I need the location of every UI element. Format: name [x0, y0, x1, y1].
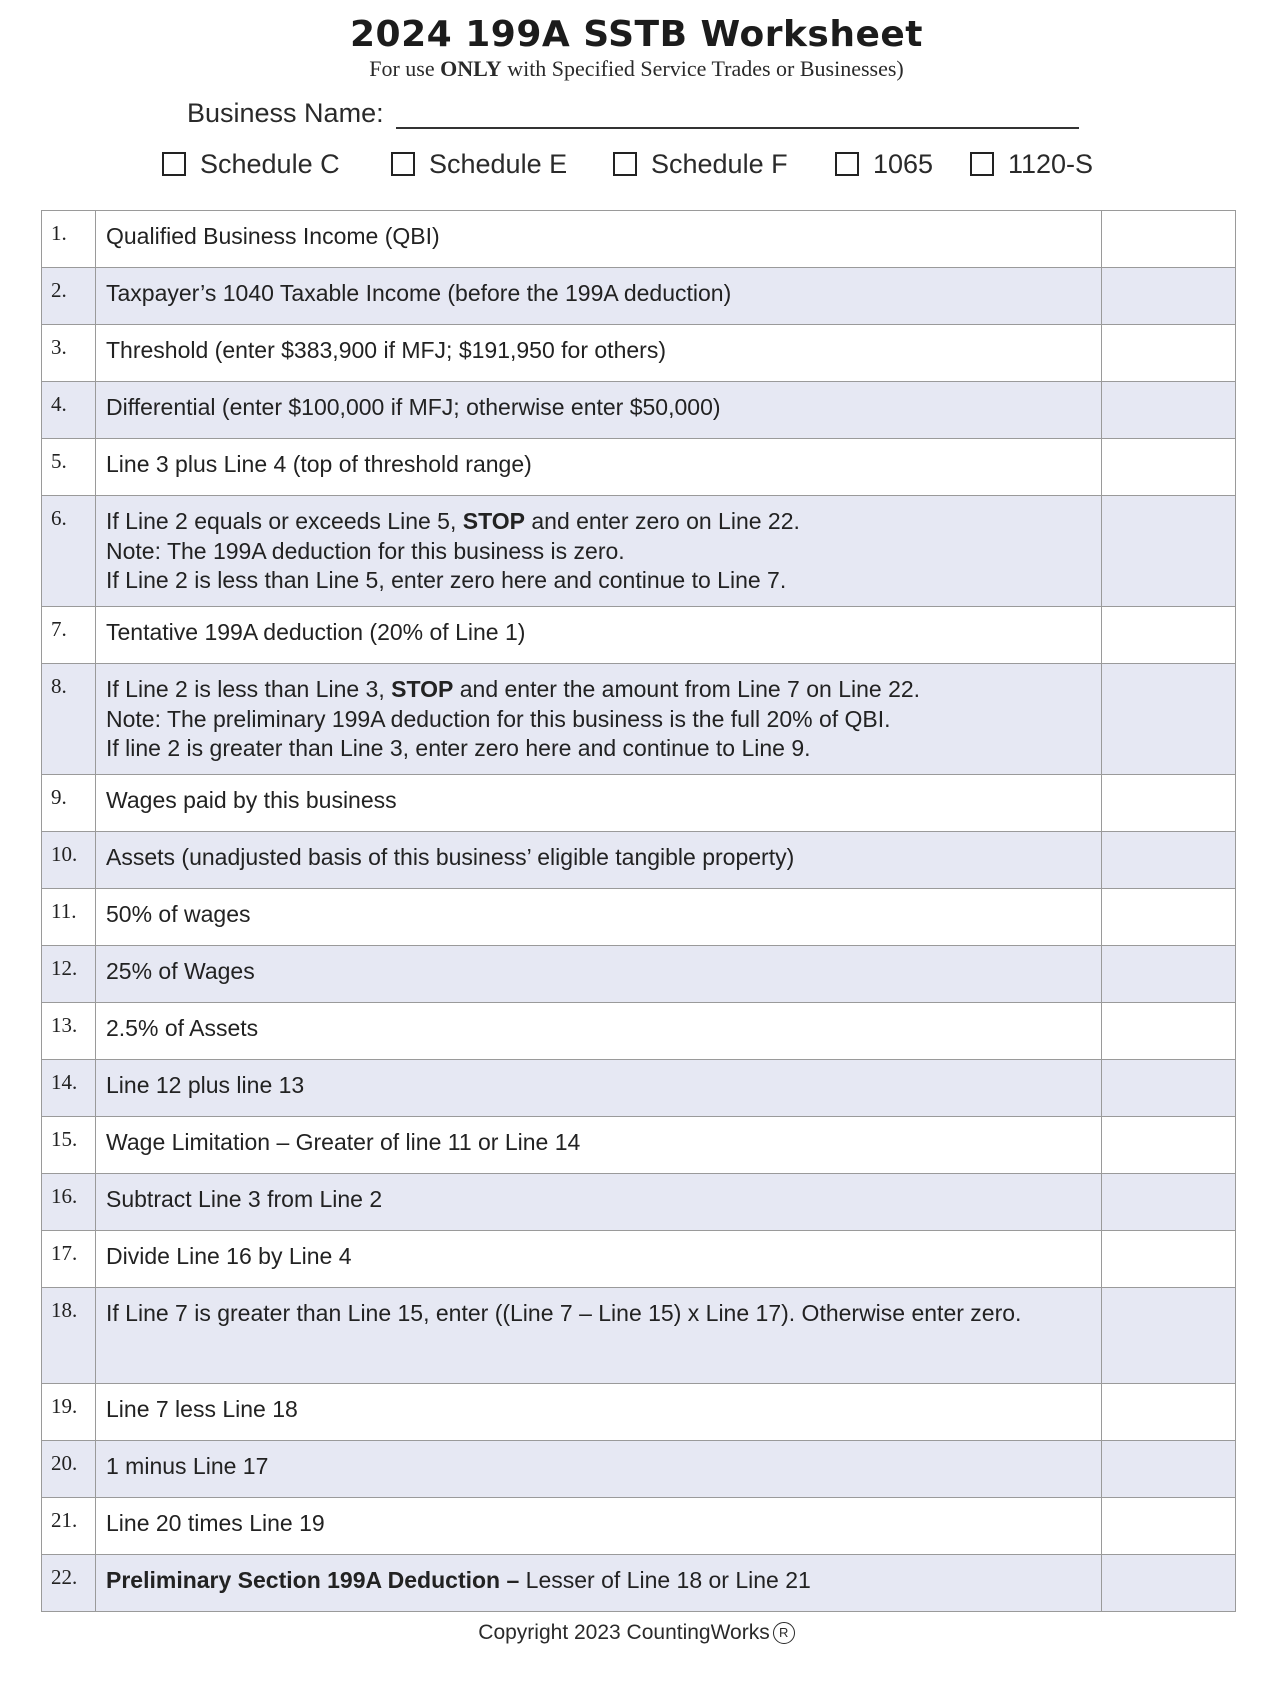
table-row-line-18	[42, 1288, 1236, 1384]
line-text-1: If Line 2 is less than Line 3, STOP and enter the amount from Line 7 on Line 22.	[106, 676, 921, 702]
line-description: Assets (unadjusted basis of this business’ eligible tangible property)	[96, 832, 1102, 889]
line-description: 1 minus Line 17	[96, 1441, 1102, 1498]
registered-trademark-icon: R	[773, 1622, 795, 1644]
amount-field[interactable]	[1102, 889, 1236, 946]
line-number: 2.	[42, 268, 96, 325]
line-number: 18.	[42, 1288, 96, 1384]
line-description: Threshold (enter $383,900 if MFJ; $191,950 for others)	[96, 325, 1102, 382]
line-number: 14.	[42, 1060, 96, 1117]
table-row-line-11	[42, 889, 1236, 946]
checkbox-label: Schedule E	[429, 148, 568, 179]
line-number: 6.	[42, 496, 96, 607]
amount-field[interactable]	[1102, 1555, 1236, 1612]
amount-field[interactable]	[1102, 946, 1236, 1003]
table-row-line-21	[42, 1498, 1236, 1555]
table-row-line-16	[42, 1174, 1236, 1231]
table-row-line-20	[42, 1441, 1236, 1498]
deduction-label: Preliminary Section 199A Deduction –	[106, 1567, 520, 1593]
line-text-1: If Line 2 equals or exceeds Line 5, STOP and enter zero on Line 22.	[106, 508, 800, 534]
amount-field[interactable]	[1102, 1441, 1236, 1498]
line-number: 22.	[42, 1555, 96, 1612]
checkbox-label: Schedule F	[651, 148, 788, 179]
amount-field[interactable]	[1102, 775, 1236, 832]
line-text-3: If Line 2 is less than Line 5, enter zero here and continue to Line 7.	[106, 567, 787, 593]
line-number: 11.	[42, 889, 96, 946]
amount-field[interactable]	[1102, 1384, 1236, 1441]
table-row-line-8	[42, 664, 1236, 775]
business-name-field[interactable]	[396, 127, 1079, 129]
line-description: Line 12 plus line 13	[96, 1060, 1102, 1117]
checkbox-schedule-c[interactable]	[162, 142, 340, 186]
table-row-line-2	[42, 268, 1236, 325]
table-row-line-4	[42, 382, 1236, 439]
table-row-line-7	[42, 607, 1236, 664]
checkbox-icon[interactable]	[970, 152, 994, 176]
line-number: 20.	[42, 1441, 96, 1498]
table-row-line-9	[42, 775, 1236, 832]
amount-field[interactable]	[1102, 607, 1236, 664]
table-row-line-5	[42, 439, 1236, 496]
line-number: 13.	[42, 1003, 96, 1060]
line-description: Line 20 times Line 19	[96, 1498, 1102, 1555]
line-number: 17.	[42, 1231, 96, 1288]
line-number: 7.	[42, 607, 96, 664]
amount-field[interactable]	[1102, 1060, 1236, 1117]
copyright-notice	[0, 1621, 1273, 1645]
line-description: Subtract Line 3 from Line 2	[96, 1174, 1102, 1231]
line-description: Divide Line 16 by Line 4	[96, 1231, 1102, 1288]
checkbox-1120-s[interactable]	[970, 142, 1093, 186]
checkbox-icon[interactable]	[613, 152, 637, 176]
stop-label: STOP	[391, 676, 454, 702]
line-number: 5.	[42, 439, 96, 496]
checkbox-label: Schedule C	[200, 148, 340, 179]
table-row-line-22	[42, 1555, 1236, 1612]
line-description: If Line 7 is greater than Line 15, enter ((Line 7 – Line 15) x Line 17). Otherwise enter zero.	[96, 1288, 1102, 1384]
table-row-line-12	[42, 946, 1236, 1003]
subtitle-pre: For use	[369, 56, 441, 81]
line-description: Line 7 less Line 18	[96, 1384, 1102, 1441]
stop-label: STOP	[462, 508, 525, 534]
line-description	[96, 496, 1102, 607]
line-description: Wage Limitation – Greater of line 11 or Line 14	[96, 1117, 1102, 1174]
line-number: 19.	[42, 1384, 96, 1441]
line-description: Wages paid by this business	[96, 775, 1102, 832]
checkbox-icon[interactable]	[835, 152, 859, 176]
amount-field[interactable]	[1102, 1174, 1236, 1231]
form-type-checkboxes	[0, 142, 1273, 186]
table-row-line-19	[42, 1384, 1236, 1441]
amount-field[interactable]	[1102, 496, 1236, 607]
amount-field[interactable]	[1102, 1117, 1236, 1174]
checkbox-label: 1065	[873, 148, 934, 179]
line-number: 3.	[42, 325, 96, 382]
line-number: 9.	[42, 775, 96, 832]
table-row-line-6	[42, 496, 1236, 607]
table-row-line-3	[42, 325, 1236, 382]
line-text-2: Note: The 199A deduction for this business is zero.	[106, 537, 625, 564]
line-text-3: If line 2 is greater than Line 3, enter zero here and continue to Line 9.	[106, 735, 811, 761]
line-number: 10.	[42, 832, 96, 889]
line-number: 8.	[42, 664, 96, 775]
line-description: 50% of wages	[96, 889, 1102, 946]
copyright-text: Copyright 2023 CountingWorks	[478, 1621, 770, 1644]
checkbox-icon[interactable]	[391, 152, 415, 176]
subtitle-post: with Specified Service Trades or Businesses)	[501, 56, 904, 81]
line-number: 1.	[42, 211, 96, 268]
line-description: Taxpayer’s 1040 Taxable Income (before the 199A deduction)	[96, 268, 1102, 325]
line-number: 4.	[42, 382, 96, 439]
business-name-label: Business Name:	[187, 98, 384, 128]
line-description	[96, 664, 1102, 775]
table-row-line-10	[42, 832, 1236, 889]
amount-field[interactable]	[1102, 1231, 1236, 1288]
worksheet-subtitle	[0, 56, 1273, 82]
line-description: Differential (enter $100,000 if MFJ; otherwise enter $50,000)	[96, 382, 1102, 439]
amount-field[interactable]	[1102, 211, 1236, 268]
line-description: Tentative 199A deduction (20% of Line 1)	[96, 607, 1102, 664]
line-description: 25% of Wages	[96, 946, 1102, 1003]
amount-field[interactable]	[1102, 1498, 1236, 1555]
line-number: 21.	[42, 1498, 96, 1555]
amount-field[interactable]	[1102, 1288, 1236, 1384]
line-number: 15.	[42, 1117, 96, 1174]
subtitle-emphasis: ONLY	[440, 56, 502, 81]
amount-field[interactable]	[1102, 439, 1236, 496]
line-description: Qualified Business Income (QBI)	[96, 211, 1102, 268]
checkbox-schedule-e[interactable]	[391, 142, 567, 186]
amount-field[interactable]	[1102, 1003, 1236, 1060]
amount-field[interactable]	[1102, 325, 1236, 382]
table-row-line-15	[42, 1117, 1236, 1174]
checkbox-schedule-f[interactable]	[613, 142, 788, 186]
worksheet-table	[41, 210, 1236, 1612]
table-row-line-1	[42, 211, 1236, 268]
amount-field[interactable]	[1102, 664, 1236, 775]
table-row-line-14	[42, 1060, 1236, 1117]
worksheet-title: 2024 199A SSTB Worksheet	[350, 14, 923, 55]
amount-field[interactable]	[1102, 832, 1236, 889]
checkbox-icon[interactable]	[162, 152, 186, 176]
deduction-instruction: Lesser of Line 18 or Line 21	[519, 1567, 811, 1593]
amount-field[interactable]	[1102, 382, 1236, 439]
line-description: Line 3 plus Line 4 (top of threshold range)	[96, 439, 1102, 496]
line-text-2: Note: The preliminary 199A deduction for this business is the full 20% of QBI.	[106, 705, 891, 732]
amount-field[interactable]	[1102, 268, 1236, 325]
table-row-line-13	[42, 1003, 1236, 1060]
table-row-line-17	[42, 1231, 1236, 1288]
line-description: 2.5% of Assets	[96, 1003, 1102, 1060]
line-number: 16.	[42, 1174, 96, 1231]
checkbox-label: 1120-S	[1008, 148, 1094, 179]
line-number: 12.	[42, 946, 96, 1003]
line-description	[96, 1555, 1102, 1612]
checkbox-1065[interactable]	[835, 142, 933, 186]
